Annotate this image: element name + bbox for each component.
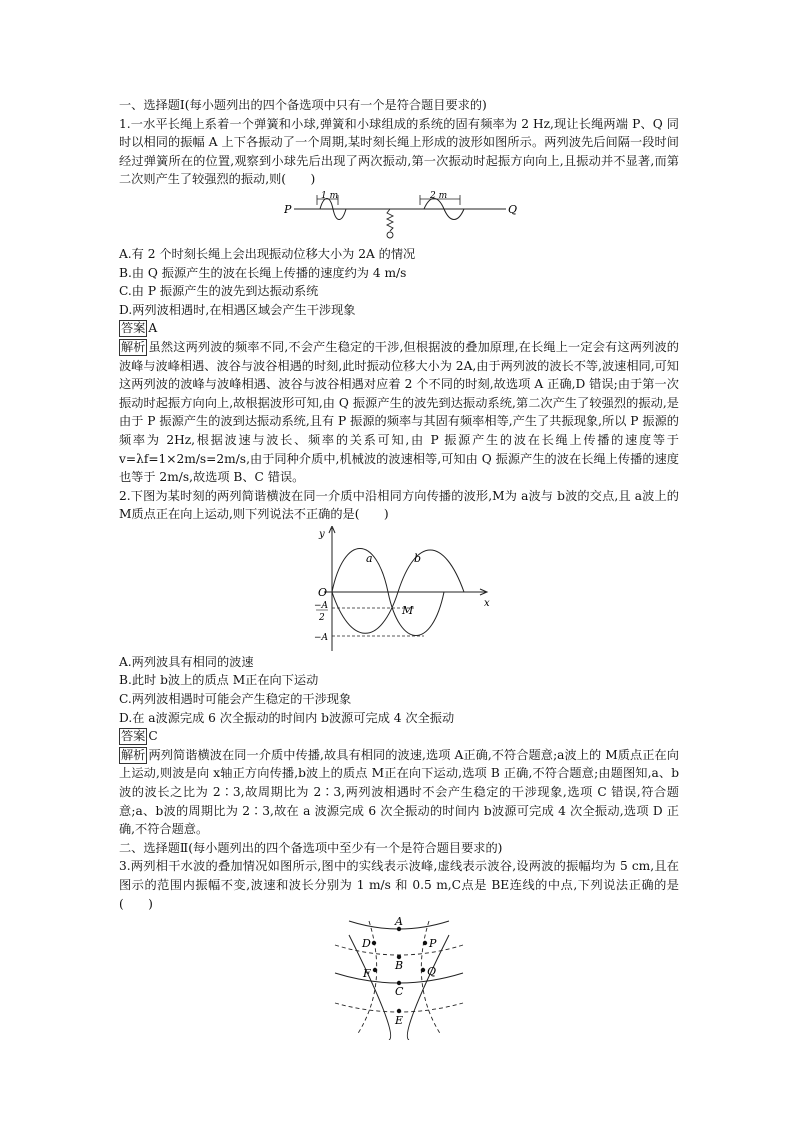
q2-analysis-line [119,746,679,839]
q2-answer-line [119,727,679,746]
q2-option-d: D.在 a波源完成 6 次全振动的时间内 b波源可完成 4 次全振动 [119,710,455,725]
section-2-heading: 二、选择题Ⅱ(每小题列出的四个备选项中至少有一个是符合题目要求的) [119,840,503,855]
q2-fig-o-label: O [318,585,328,599]
q1-option-d: D.两列波相遇时,在相遇区域会产生干涉现象 [119,302,356,317]
q3-interference-figure [329,915,469,1040]
q1-option-b: B.由 Q 振源产生的波在长绳上传播的速度约为 4 m/s [119,265,407,280]
document-page [119,96,679,1042]
q2-stem: 2.下图为某时刻的两列简谐横波在同一介质中沿相同方向传播的波形,M为 a波与 b波的交点,且 a波上的 M质点正在向上运动,则下列说法不正确的是( ) [119,488,679,522]
q3-fig-q-label: Q [427,965,437,979]
q3-fig-e-label: E [395,1014,404,1028]
answer-tag: 答案 [121,729,146,744]
q3-fig-p-label: P [429,937,437,951]
q2-option-c: C.两列波相遇时可能会产生稳定的干涉现象 [119,692,352,707]
q2-answer: C [148,729,158,744]
q2-fig-m-label: M [402,603,414,617]
analysis-tag: 解析 [121,747,146,762]
q2-fig-a-label: a [366,551,373,565]
q2-analysis: 两列简谐横波在同一介质中传播,故具有相同的波速,选项 A正确,不符合题意;a波上的 M质点正在向上运动,则波是向 x轴正方向传播,b波上的质点 M正在向下运动,选项 B 正确,不符合题意;由题图知,a、b波的波长之比为 2∶3,故周期比为 2∶3,两列波相遇时不会产生稳定的干涉现象,选项 C 错误,符合题意;a、b波的周期比为 2∶3,故在 a 波源完成 6 次全振动的时间内 b波源可完成 4 次全振动,选项 D 正确,不符合题意。 [119,747,679,837]
q1-analysis-line [119,338,679,487]
q2-option-a: A.两列波具有相同的波速 [119,654,254,669]
q2-wave-figure [314,526,494,651]
q1-fig-p-label: P [284,202,292,216]
q1-answer-line [119,319,679,338]
q3-fig-c-label: C [395,985,404,999]
q2-fig-x-label: x [484,597,490,609]
q1-stem: 1.一水平长绳上系着一个弹簧和小球,弹簧和小球组成的系统的固有频率为 2 Hz,现让长绳两端 P、Q 同时以相同的振幅 A 上下各振动了一个周期,某时刻长绳上形成的波形如图所示。两列波先后间隔一段时间经过弹簧所在的位置,观察到小球先后出现了两次振动,第一次振动时起振方向向上,且振动并不显著,而第二次则产生了较强烈的振动,则( ) [119,116,679,187]
q2-fig-b-label: b [414,551,422,565]
q2-fig-neg-a-label: −A [314,600,329,611]
q3-fig-d-label: D [362,937,371,951]
q1-rope-figure [284,191,524,243]
q2-fig-two-label: 2 [319,612,325,623]
section-1-heading: 一、选择题Ⅰ(每小题列出的四个备选项中只有一个是符合题目要求的) [119,98,487,112]
q3-fig-b-label: B [395,959,404,973]
q3-fig-a-label: A [395,915,403,929]
q2-fig-neg-a2-label: −A [314,632,329,643]
q1-analysis: 虽然这两列波的频率不同,不会产生稳定的干涉,但根据波的叠加原理,在长绳上一定会有这两列波的波峰与波峰相遇、波谷与波谷相遇的时刻,此时振动位移大小为 2A,由于两列波的波长不等,波速相同,可知这两列波的波峰与波峰相遇、波谷与波谷相遇对应着 2 个不同的时刻,故选项 A 正确,D 错误;由于第一次振动时起振方向向上,故根据波形可知,由 Q 振源产生的波先到达振动系统,第二次产生了较强烈的振动,是由于 P 振源产生的波到达振动系统,且有 P 振源的频率与其固有频率相等,产生了共振现象,所以 P 振源的频率为 2Hz,根据波速与波长、频率的关系可知,由 P 振源产生的波在长绳上传播的速度等于 v=λf=1×2m/s=2m/s,由于同种介质中,机械波的波速相等,可知由 Q 振源产生的波在长绳上传播的速度也等于 2m/s,故选项 B、C 错误。 [119,339,679,485]
q1-fig-1m-label: 1 m [321,190,339,201]
q1-option-a: A.有 2 个时刻长绳上会出现振动位移大小为 2A 的情况 [119,246,416,261]
q1-fig-2m-label: 2 m [430,190,448,201]
q1-option-c: C.由 P 振源产生的波先到达振动系统 [119,284,319,299]
q2-option-b: B.此时 b波上的质点 M正在向下运动 [119,673,319,688]
analysis-tag: 解析 [121,339,146,354]
q3-stem: 3.两列相干水波的叠加情况如图所示,图中的实线表示波峰,虚线表示波谷,设两波的振幅均为 5 cm,且在图示的范围内振幅不变,波速和波长分别为 1 m/s 和 0.5 m,C点是 BE连线的中点,下列说法正确的是( ) [119,859,679,911]
q2-fig-y-label: y [319,528,325,540]
q1-fig-q-label: Q [508,202,518,216]
q1-answer: A [148,321,158,336]
answer-tag: 答案 [121,321,146,336]
q3-fig-f-label: F [363,967,371,981]
